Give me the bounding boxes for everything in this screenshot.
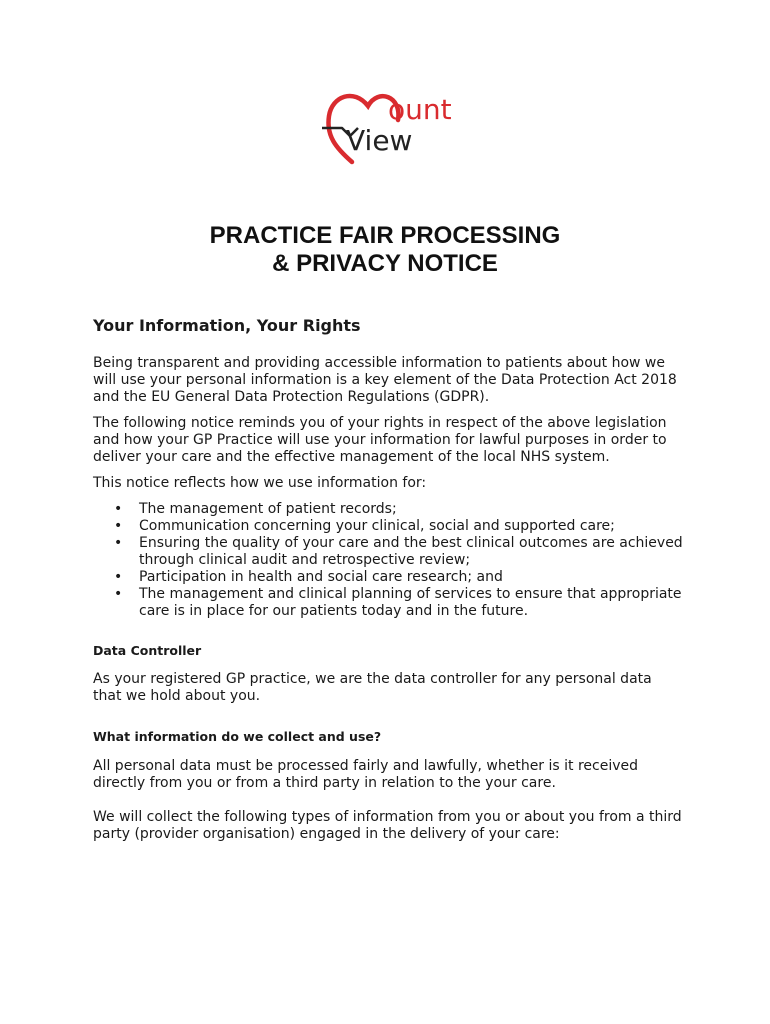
title-line-1: PRACTICE FAIR PROCESSING — [209, 222, 561, 249]
list-item: • Ensuring the quality of your care and the best clinical outcomes are achieved through clinical audit and retrospective review; — [114, 535, 683, 568]
logo-text-top: ount — [388, 93, 452, 126]
paragraph-data-controller: As your registered GP practice, we are the data controller for any personal data that we hold about you. — [93, 671, 652, 704]
list-item: • Participation in health and social care research; and — [114, 569, 503, 585]
title-line-2: & PRIVACY NOTICE — [272, 250, 498, 277]
mount-view-logo — [320, 86, 456, 168]
section-heading-what-info: What information do we collect and use? — [93, 729, 382, 744]
heart-logo-graphic — [320, 86, 456, 168]
list-item: • Communication concerning your clinical, social and supported care; — [114, 518, 615, 534]
usage-list — [93, 501, 683, 620]
page-title — [0, 222, 770, 278]
paragraph-transparency: Being transparent and providing accessible information to patients about how we will use your personal information is a key element of the Data Protection Act 2018 and the EU General Data Protection Regulations (GDPR). — [93, 355, 677, 405]
paragraph-reflects: This notice reflects how we use information for: — [93, 475, 427, 491]
list-item: • The management and clinical planning of services to ensure that appropriate care is in place for our patients today and in the future. — [114, 586, 682, 619]
paragraph-processed-fairly: All personal data must be processed fairly and lawfully, whether is it received directly from you or from a third party in relation to the your care. — [93, 758, 639, 791]
logo-text-bottom: View — [346, 124, 413, 157]
paragraph-collect-types: We will collect the following types of information from you or about you from a third party (provider organisation) engaged in the delivery of your care: — [93, 809, 682, 842]
list-item: • The management of patient records; — [114, 501, 397, 517]
section-heading-rights: Your Information, Your Rights — [93, 316, 361, 335]
paragraph-notice: The following notice reminds you of your rights in respect of the above legislation and how your GP Practice will use your information for lawful purposes in order to deliver your care and the effective management of the local NHS system. — [93, 415, 667, 465]
section-heading-data-controller: Data Controller — [93, 643, 202, 658]
document-body — [93, 316, 683, 852]
